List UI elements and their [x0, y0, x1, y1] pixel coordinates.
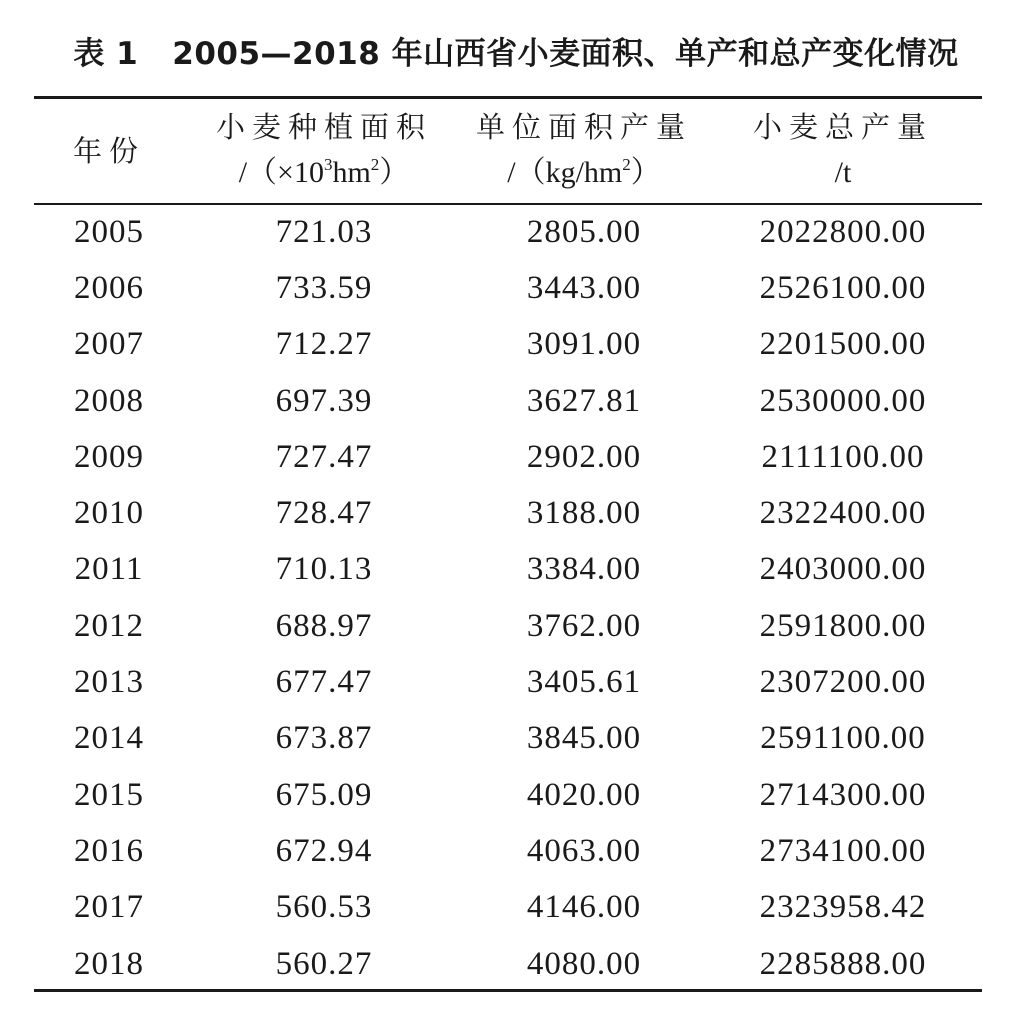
cell-year: 2018	[74, 945, 144, 982]
table-row	[34, 823, 982, 879]
table-row	[34, 485, 982, 541]
bottom-rule	[34, 989, 982, 992]
cell-year: 2006	[74, 269, 144, 306]
cell-year: 2007	[74, 326, 144, 363]
cell-area: 712.27	[275, 326, 373, 363]
cell-total: 2526100.00	[759, 269, 927, 306]
header-area-label: 小麦种植面积	[215, 110, 432, 144]
cell-total: 2111100.00	[761, 438, 925, 475]
cell-area: 733.59	[275, 269, 373, 306]
table-row	[34, 880, 982, 936]
cell-total: 2323958.42	[759, 889, 927, 926]
cell-total: 2307200.00	[759, 664, 927, 701]
cell-yield: 3845.00	[526, 720, 642, 757]
cell-area: 673.87	[275, 720, 373, 757]
cell-total: 2022800.00	[759, 213, 927, 250]
cell-year: 2012	[74, 607, 144, 644]
table-row	[34, 373, 982, 429]
cell-area: 710.13	[275, 551, 373, 588]
cell-year: 2014	[74, 720, 144, 757]
cell-yield: 4020.00	[526, 776, 642, 813]
header-total	[704, 104, 982, 196]
cell-yield: 3405.61	[526, 664, 642, 701]
cell-yield: 4063.00	[526, 832, 642, 869]
cell-area: 677.47	[275, 664, 373, 701]
cell-year: 2008	[74, 382, 144, 419]
cell-year: 2010	[74, 495, 144, 532]
table-row	[34, 936, 982, 992]
cell-year: 2017	[74, 889, 144, 926]
cell-year: 2009	[74, 438, 144, 475]
header-yield	[464, 104, 704, 196]
table-row	[34, 204, 982, 260]
header-area-unit: $/(\times 10^3hm^2)$	[238, 155, 410, 189]
cell-area: 721.03	[275, 213, 373, 250]
header-yield-unit: $/(kg/hm^2)$	[507, 155, 661, 189]
table-caption	[0, 28, 1032, 73]
cell-year: 2011	[74, 551, 144, 588]
cell-area: 675.09	[275, 776, 373, 813]
header-year	[34, 128, 184, 174]
table-row	[34, 260, 982, 316]
cell-total: 2322400.00	[759, 495, 927, 532]
cell-total: 2201500.00	[759, 326, 927, 363]
table-row	[34, 317, 982, 373]
cell-area: 560.53	[275, 889, 373, 926]
header-area	[184, 104, 464, 196]
cell-yield: 3627.81	[526, 382, 642, 419]
header-total-label: 小麦总产量	[752, 110, 933, 144]
cell-yield: 3762.00	[526, 607, 642, 644]
cell-area: 560.27	[275, 945, 373, 982]
cell-yield: 2902.00	[526, 438, 642, 475]
table-row	[34, 598, 982, 654]
cell-total: 2530000.00	[759, 382, 927, 419]
cell-yield: 3384.00	[526, 551, 642, 588]
table-title: 2005—2018 年山西省小麦面积、单产和总产变化情况	[172, 36, 959, 72]
top-rule	[34, 96, 982, 99]
cell-yield: 4146.00	[526, 889, 642, 926]
table-number: 表 1	[73, 36, 139, 72]
cell-year: 2016	[74, 832, 144, 869]
header-total-unit: /t	[834, 156, 852, 189]
table-row	[34, 429, 982, 485]
cell-area: 728.47	[275, 495, 373, 532]
cell-year: 2015	[74, 776, 144, 813]
cell-yield: 4080.00	[526, 945, 642, 982]
cell-area: 688.97	[275, 607, 373, 644]
table-row	[34, 654, 982, 710]
table-row	[34, 711, 982, 767]
cell-area: 697.39	[275, 382, 373, 419]
table-row	[34, 542, 982, 598]
cell-year: 2005	[74, 213, 144, 250]
table-body	[34, 204, 982, 992]
cell-yield: 3443.00	[526, 269, 642, 306]
cell-total: 2591800.00	[759, 607, 927, 644]
cell-yield: 2805.00	[526, 213, 642, 250]
cell-total: 2285888.00	[759, 945, 927, 982]
cell-year: 2013	[74, 664, 144, 701]
table-row	[34, 767, 982, 823]
cell-total: 2591100.00	[760, 720, 926, 757]
cell-total: 2714300.00	[759, 776, 927, 813]
header-yield-label: 单位面积产量	[475, 110, 692, 144]
cell-area: 727.47	[275, 438, 373, 475]
cell-total: 2734100.00	[759, 832, 927, 869]
cell-total: 2403000.00	[759, 551, 927, 588]
cell-yield: 3188.00	[526, 495, 642, 532]
cell-area: 672.94	[275, 832, 373, 869]
header-year-label: 年份	[72, 134, 145, 168]
cell-yield: 3091.00	[526, 326, 642, 363]
